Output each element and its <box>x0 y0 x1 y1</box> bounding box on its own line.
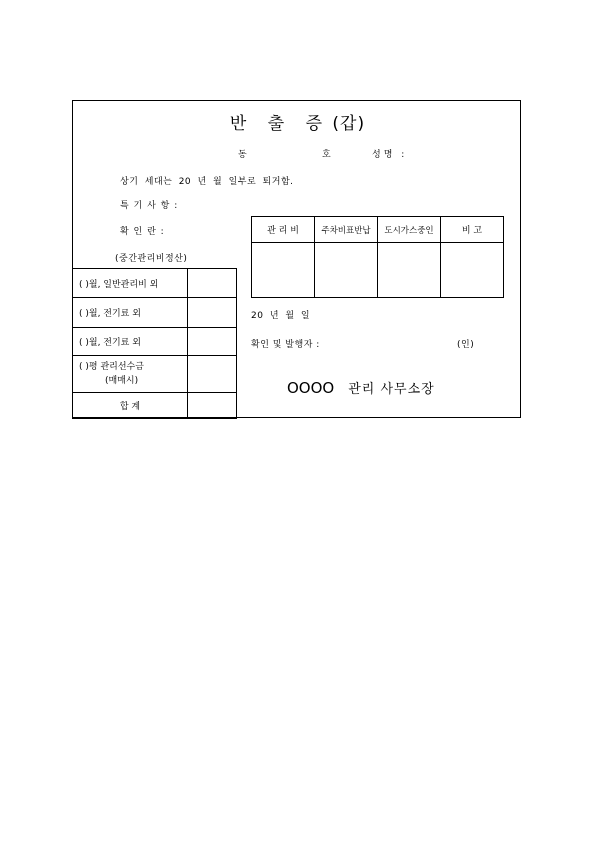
city-gas-cell[interactable] <box>378 243 441 298</box>
office-placeholder: OOOO <box>287 379 335 397</box>
parking-card-cell[interactable] <box>315 243 378 298</box>
total-label: 합 계 <box>73 393 188 419</box>
office-manager-title: 관리 사무소장 <box>348 382 435 397</box>
title-word-1: 반 <box>229 114 248 134</box>
settlement-row-label: ( )월, 전기료 외 <box>73 298 188 328</box>
interim-settlement-label: (중간관리비정산) <box>115 254 188 264</box>
form-title <box>73 109 522 134</box>
settlement-row-label <box>73 356 188 393</box>
title-word-4: (갑) <box>332 114 366 134</box>
remarks-cell[interactable] <box>441 243 504 298</box>
special-notes-label: 특 기 사 항 : <box>120 201 179 211</box>
settlement-row-label: ( )월, 일반관리비 외 <box>73 269 188 298</box>
settlement-value-cell[interactable] <box>188 269 237 298</box>
settlement-value-cell[interactable] <box>188 328 237 356</box>
header-parking-card-return: 주차비표반납 <box>315 217 378 243</box>
issue-date-line: 20 년 월 일 <box>251 311 311 321</box>
settlement-value-cell[interactable] <box>188 356 237 393</box>
dong-label: 동 <box>238 150 248 160</box>
sale-note-label: (매매시) <box>105 376 139 386</box>
header-city-gas: 도시가스중인 <box>378 217 441 243</box>
ho-label: 호 <box>322 150 332 160</box>
settlement-value-cell[interactable] <box>188 298 237 328</box>
confirmation-table <box>251 216 504 298</box>
move-out-certificate-form <box>72 100 521 418</box>
settlement-row-label: ( )월, 전기료 외 <box>73 328 188 356</box>
settlement-table <box>72 268 237 419</box>
title-word-3: 증 <box>305 114 324 134</box>
name-label: 성명 : <box>372 150 408 160</box>
prepaid-fee-label: ( )평 관리선수금 <box>79 362 144 372</box>
total-value-cell[interactable] <box>188 393 237 419</box>
office-signature <box>287 378 435 397</box>
move-out-statement: 상기 세대는 20 년 월 일부로 퇴거함. <box>120 177 294 187</box>
issuer-label: 확인 및 발행자 : <box>251 340 320 350</box>
management-fee-cell[interactable] <box>252 243 315 298</box>
header-remarks: 비 고 <box>441 217 504 243</box>
seal-mark: (인) <box>457 340 475 350</box>
title-word-2: 출 <box>267 114 286 134</box>
header-management-fee: 관 리 비 <box>252 217 315 243</box>
confirm-field-label: 확 인 란 : <box>120 227 165 237</box>
